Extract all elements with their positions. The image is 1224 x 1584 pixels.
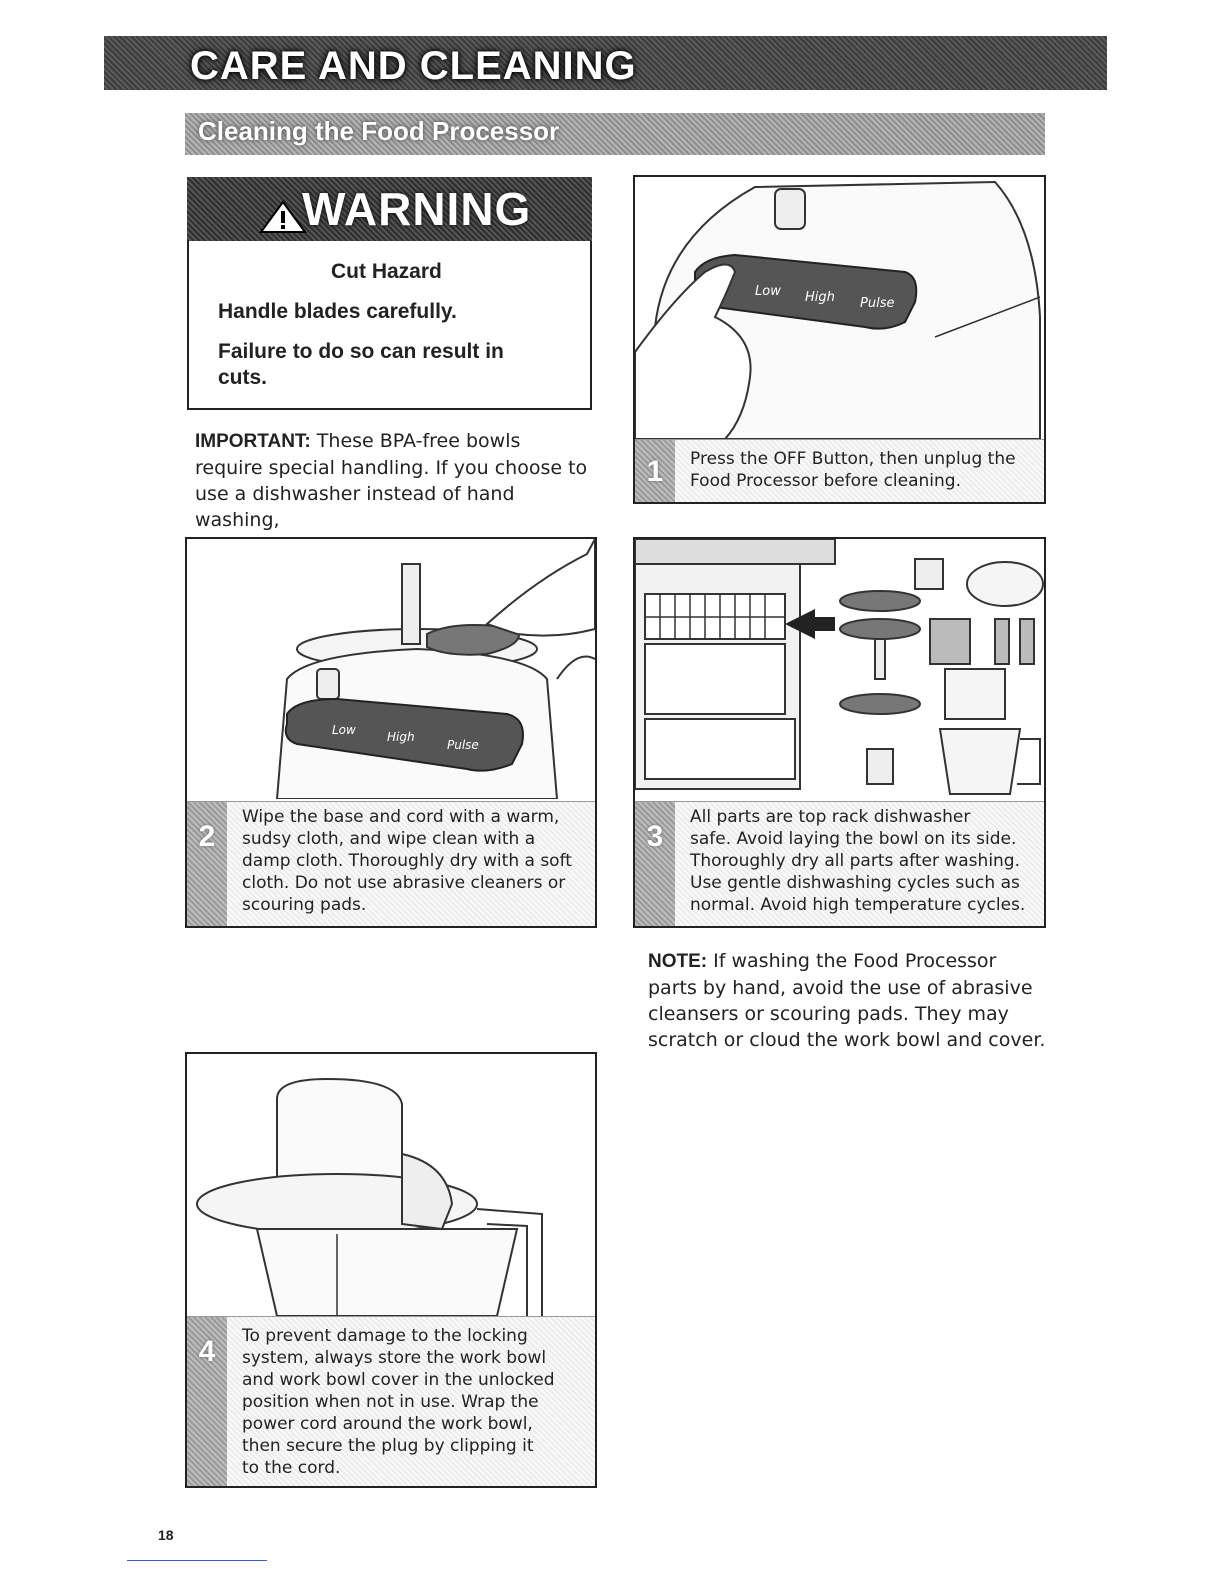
step-4-panel [185,1052,597,1488]
section-title: CARE AND CLEANING [190,44,637,88]
important-label: IMPORTANT: [195,431,311,452]
label-high: High [805,290,835,305]
step-2-line: damp cloth. Thoroughly dry with a soft [242,851,572,871]
step-1-text [690,448,1016,492]
footer-divider [127,1560,267,1561]
step-3-line: Thoroughly dry all parts after washing. [690,851,1021,871]
warning-title: WARNING [302,183,532,235]
label-low: Low [332,723,356,737]
dishwasher-parts-illustration [635,539,1044,799]
step-4-line: system, always store the work bowl [242,1348,547,1368]
step-3-line: All parts are top rack dishwasher [690,807,971,827]
note-line: parts by hand, avoid the use of abrasive [648,977,1033,999]
page-number: 18 [158,1527,174,1543]
wiping-base-illustration [187,539,595,799]
step-4-line: power cord around the work bowl, [242,1414,533,1434]
step-2-number: 2 [187,802,227,927]
processor-control-panel-illustration [635,177,1044,439]
note-paragraph [648,948,1068,1053]
step-2-line: scouring pads. [242,895,367,915]
step-4-line: and work bowl cover in the unlocked [242,1370,555,1390]
step-4-caption-bar [187,1316,595,1487]
step-4-number: 4 [187,1317,227,1487]
step-1-line: Food Processor before cleaning. [690,471,961,491]
note-line: cleansers or scouring pads. They may [648,1003,1009,1025]
step-2-caption-bar [187,801,595,927]
step-2-line: cloth. Do not use abrasive cleaners or [242,873,566,893]
label-low: Low [755,284,781,299]
label-pulse: Pulse [447,738,479,752]
stored-work-bowl-illustration [187,1054,595,1316]
step-3-line: safe. Avoid laying the bowl on its side. [690,829,1017,849]
note-line: scratch or cloud the work bowl and cover. [648,1029,1046,1051]
step-2-panel [185,537,597,928]
warning-line-1: Handle blades carefully. [218,300,457,323]
important-line: use a dishwasher instead of hand washing, [195,483,515,531]
warning-hazard: Cut Hazard [331,260,442,283]
label-pulse: Pulse [860,296,895,311]
step-3-line: Use gentle dishwashing cycles such as [690,873,1020,893]
step-1-line: Press the OFF Button, then unplug the [690,449,1016,469]
step-4-line: to the cord. [242,1458,341,1478]
step-2-line: sudsy cloth, and wipe clean with a [242,829,536,849]
subsection-title: Cleaning the Food Processor [198,116,560,146]
step-3-line: normal. Avoid high temperature cycles. [690,895,1026,915]
step-4-line: position when not in use. Wrap the [242,1392,539,1412]
step-4-text [242,1325,555,1479]
step-1-panel [633,175,1046,504]
warning-triangle-icon [259,200,307,234]
warning-line-3: cuts. [218,366,268,389]
step-3-text [690,806,1025,916]
important-line: require special handling. If you choose to [195,457,588,479]
step-2-line: Wipe the base and cord with a warm, [242,807,560,827]
step-3-number: 3 [635,802,675,927]
step-3-panel [633,537,1046,928]
note-line: If washing the Food Processor [713,950,997,972]
warning-line-2: Failure to do so can result in [218,340,504,363]
step-1-number: 1 [635,440,675,503]
label-high: High [387,730,415,744]
step-4-line: To prevent damage to the locking [242,1326,528,1346]
important-line: These BPA-free bowls [316,430,521,452]
step-3-caption-bar [635,801,1044,927]
step-4-line: then secure the plug by clipping it [242,1436,534,1456]
note-label: NOTE: [648,951,708,972]
step-2-text [242,806,572,916]
step-1-caption-bar [635,439,1044,503]
